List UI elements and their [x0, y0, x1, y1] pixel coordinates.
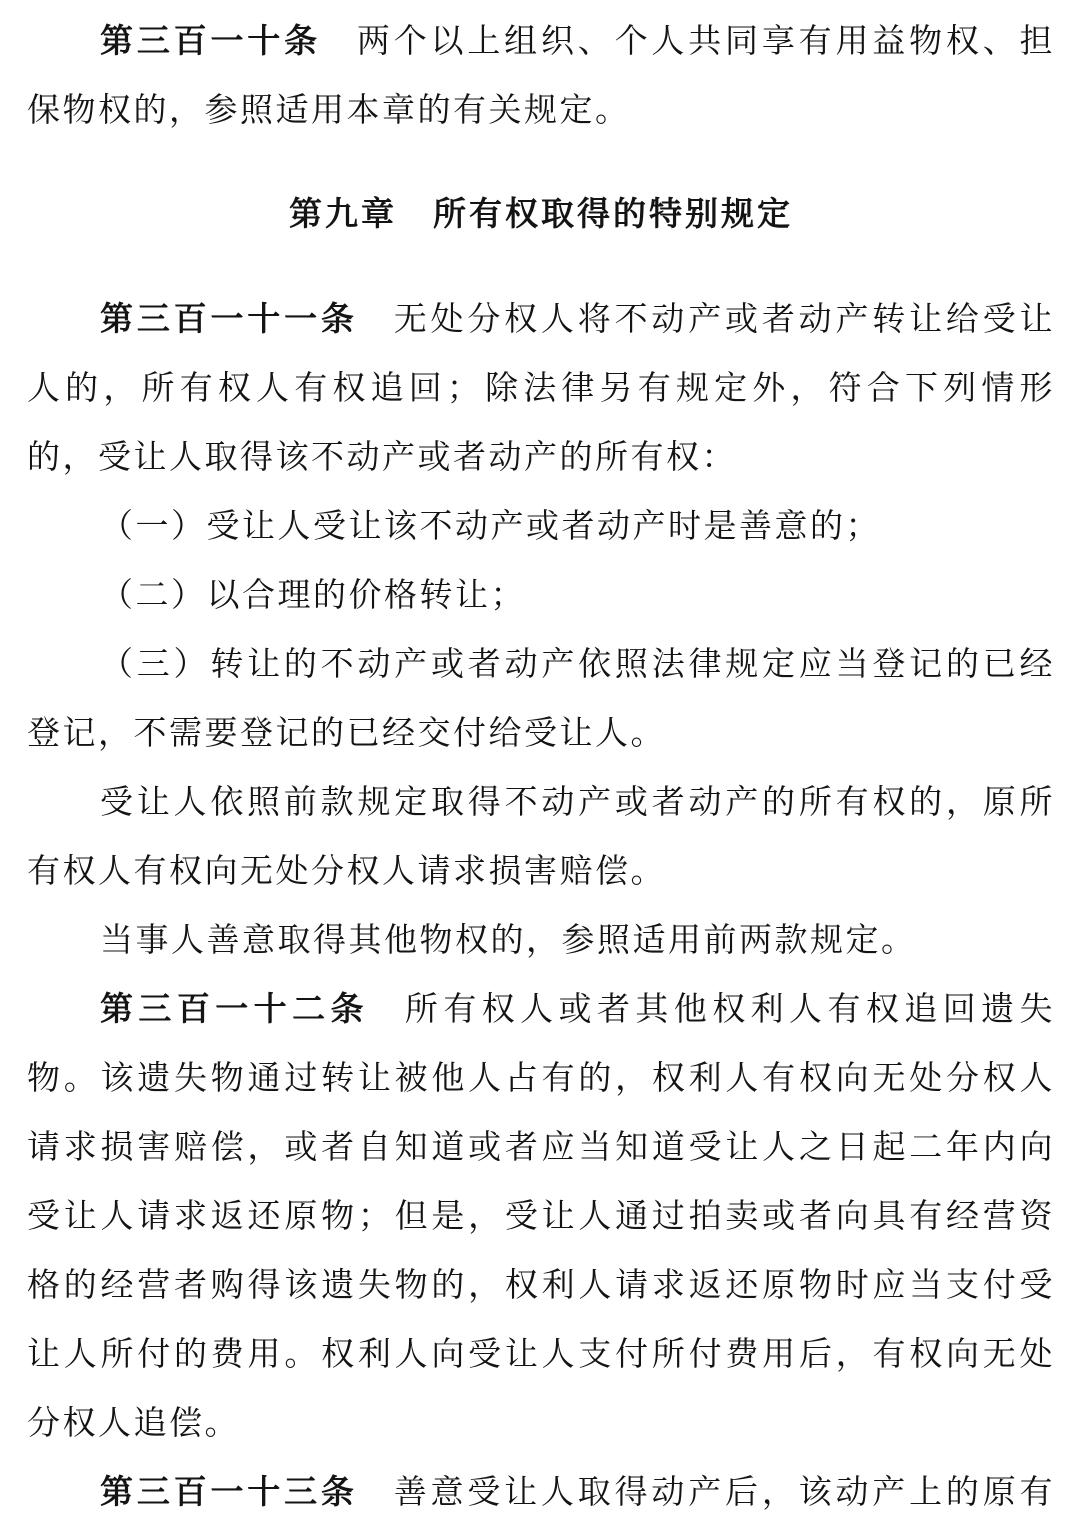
article-310 — [27, 6, 1055, 144]
article-312-line-4: 受让人请求返还原物；但是，受让人通过拍卖或者向具有经营资 — [27, 1196, 1055, 1235]
article-312-line-1 — [27, 974, 1055, 1043]
article-312-line-6: 让人所付的费用。权利人向受让人支付所付费用后，有权向无处 — [27, 1334, 1055, 1373]
article-311-item-3-line-1: （三）转让的不动产或者动产依照法律规定应当登记的已经 — [100, 644, 1055, 683]
article-310-line-1 — [27, 6, 1055, 75]
article-311-paragraph-2-line-1: 受让人依照前款规定取得不动产或者动产的所有权的，原所 — [100, 782, 1055, 821]
article-311-item-3-line-2: 登记，不需要登记的已经交付给受让人。 — [27, 713, 666, 752]
article-311-label: 第三百一十一条 — [100, 299, 358, 338]
article-311-line-1 — [27, 284, 1055, 353]
article-312-label: 第三百一十二条 — [100, 989, 369, 1028]
chapter-heading: 第九章 所有权取得的特别规定 — [289, 194, 793, 233]
article-313 — [27, 1457, 1055, 1526]
article-311-paragraph-2-line-2: 有权人有权向无处分权人请求损害赔偿。 — [27, 851, 666, 890]
article-312-line-5: 格的经营者购得该遗失物的，权利人请求返还原物时应当支付受 — [27, 1265, 1055, 1304]
article-313-label: 第三百一十三条 — [100, 1472, 358, 1511]
article-312-line-2: 物。该遗失物通过转让被他人占有的，权利人有权向无处分权人 — [27, 1058, 1055, 1097]
article-311-line-2: 人的，所有权人有权追回；除法律另有规定外，符合下列情形 — [27, 368, 1055, 407]
article-311-paragraph-3: 当事人善意取得其他物权的，参照适用前两款规定。 — [100, 920, 917, 959]
article-310-text: 两个以上组织、个人共同享有用益物权、担 — [356, 21, 1055, 60]
article-311-item-2: （二）以合理的价格转让； — [100, 575, 526, 614]
article-311-text: 无处分权人将不动产或者动产转让给受让 — [393, 299, 1055, 338]
article-312-line-7: 分权人追偿。 — [27, 1403, 240, 1442]
article-313-line-1 — [27, 1457, 1055, 1526]
article-313-text: 善意受让人取得动产后，该动产上的原有 — [393, 1472, 1055, 1511]
article-312 — [27, 974, 1055, 1457]
article-310-label: 第三百一十条 — [100, 21, 321, 60]
article-310-line-2: 保物权的，参照适用本章的有关规定。 — [27, 90, 631, 129]
article-312-line-3: 请求损害赔偿，或者自知道或者应当知道受让人之日起二年内向 — [27, 1127, 1055, 1166]
article-311 — [27, 284, 1055, 974]
article-311-line-3: 的，受让人取得该不动产或者动产的所有权： — [27, 437, 737, 476]
article-311-item-1: （一）受让人受让该不动产或者动产时是善意的； — [100, 506, 881, 545]
article-312-text: 所有权人或者其他权利人有权追回遗失 — [404, 989, 1055, 1028]
